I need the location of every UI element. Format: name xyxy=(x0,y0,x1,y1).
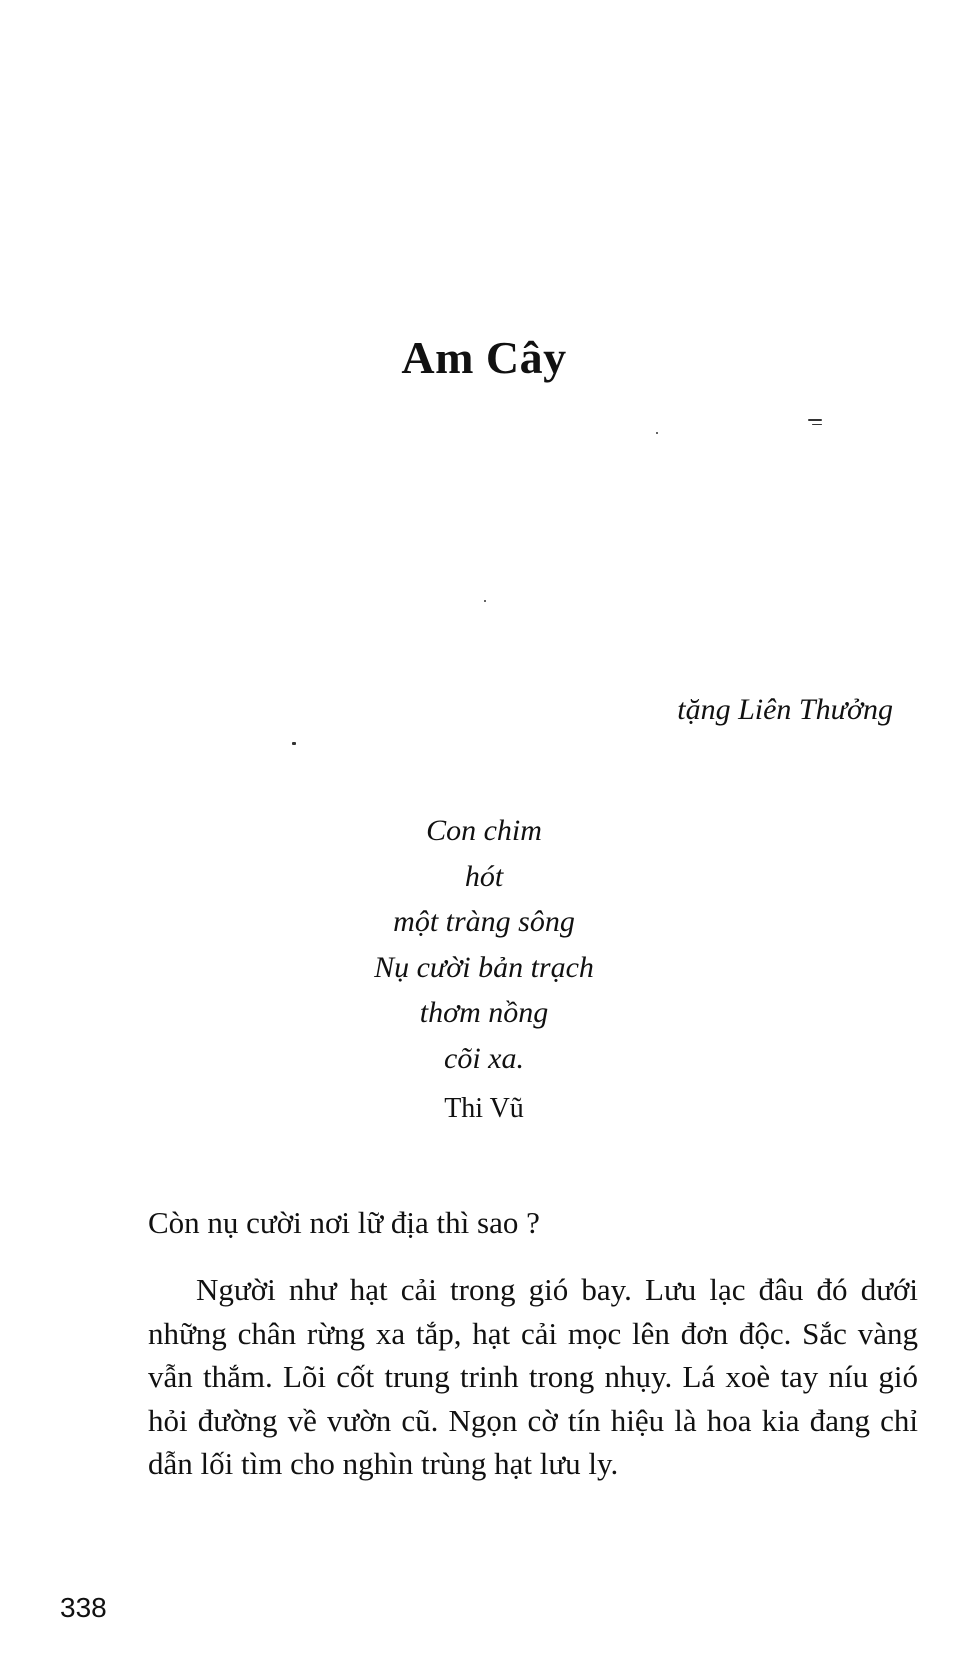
epigraph-author: Thi Vũ xyxy=(444,1093,524,1124)
epigraph-line: Nụ cười bản trạch xyxy=(374,950,594,984)
page-title: Am Cây xyxy=(401,331,567,383)
epigraph-line: cõi xa. xyxy=(444,1041,524,1075)
scan-speck xyxy=(484,600,486,602)
dedication: tặng Liên Thưởng xyxy=(677,693,893,726)
epigraph-line: Con chim xyxy=(426,814,542,847)
scan-speck xyxy=(808,419,822,421)
scan-speck xyxy=(292,742,296,745)
page-number: 338 xyxy=(60,1592,107,1623)
scan-speck xyxy=(656,432,658,434)
scan-speck xyxy=(812,424,822,425)
epigraph-line: một tràng sông xyxy=(393,905,575,938)
epigraph-poem xyxy=(0,808,968,1129)
epigraph-line: hót xyxy=(464,859,504,893)
body-paragraph: Người như hạt cải trong gió bay. Lưu lạc đâu đó dưới những chân rừng xa tắp, hạt cải mọc lên đơn độc. Sắc vàng vẫn thắm. Lõi cốt trung trinh trong nhụy. Lá xoè tay níu gió hỏi đường về vườn cũ. Ngọn cờ tín hiệu là hoa kia đang chỉ dẫn lối tìm cho nghìn trùng hạt lưu ly. xyxy=(148,1272,918,1481)
body-paragraph: Còn nụ cười nơi lữ địa thì sao ? xyxy=(148,1205,540,1240)
epigraph-line: thơm nồng xyxy=(419,996,549,1029)
